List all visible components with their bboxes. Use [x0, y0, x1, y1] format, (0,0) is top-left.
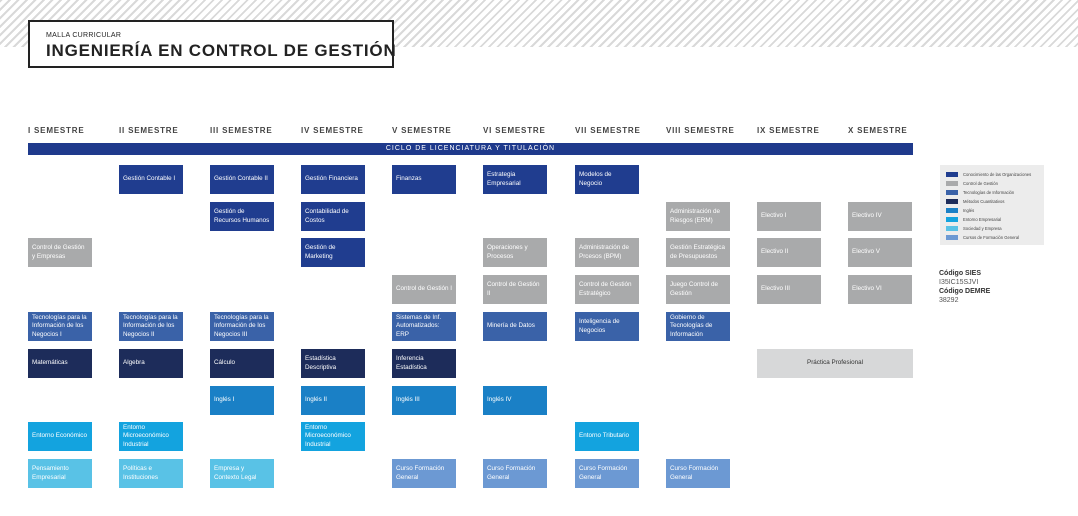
- legend-swatch: [946, 190, 958, 195]
- course-entorno-tributario: Entorno Tributario: [575, 422, 639, 451]
- course-ingles-4: Inglés IV: [483, 386, 547, 415]
- program-codes: [939, 269, 990, 305]
- semester-header-4: IV SEMESTRE: [301, 126, 364, 135]
- semester-header-1: I SEMESTRE: [28, 126, 85, 135]
- course-control-gestion-empresas: Control de Gestión y Empresas: [28, 238, 92, 267]
- course-mineria-datos: Minería de Datos: [483, 312, 547, 341]
- course-entorno-microeconomico-s4: Entorno Microeconómico Industrial: [301, 422, 365, 451]
- course-estadistica-descriptiva: Estadística Descriptiva: [301, 349, 365, 378]
- legend-label: Tecnologías de Información: [963, 190, 1015, 195]
- curriculum-subtitle: MALLA CURRICULAR: [46, 32, 122, 39]
- legend-item: [946, 207, 974, 214]
- title-box: [28, 20, 397, 68]
- course-formacion-general-s5: Curso Formación General: [392, 459, 456, 488]
- program-title: INGENIERÍA EN CONTROL DE GESTIÓN: [46, 41, 397, 60]
- course-gestion-financiera: Gestión Financiera: [301, 165, 365, 194]
- course-ingles-2: Inglés II: [301, 386, 365, 415]
- course-ingles-3: Inglés III: [392, 386, 456, 415]
- course-modelos-negocio: Modelos de Negocio: [575, 165, 639, 194]
- sies-code-label: Código SIES: [939, 270, 981, 277]
- semester-header-8: VIII SEMESTRE: [666, 126, 735, 135]
- course-algebra: Algebra: [119, 349, 183, 378]
- course-formacion-general-s7: Curso Formación General: [575, 459, 639, 488]
- legend-label: Métodos Cuantitativos: [963, 199, 1005, 204]
- legend-label: Entorno Empresarial: [963, 217, 1002, 222]
- legend-item: [946, 189, 1014, 196]
- course-electivo-5: Electivo V: [848, 238, 912, 267]
- course-gestion-estrategica-presupuestos: Gestión Estratégica de Presupuestos: [666, 238, 730, 267]
- course-electivo-3: Electivo III: [757, 275, 821, 304]
- course-gestion-marketing: Gestión de Marketing: [301, 238, 365, 267]
- legend-item: [946, 180, 998, 187]
- course-finanzas: Finanzas: [392, 165, 456, 194]
- course-inferencia-estadistica: Inferencia Estadística: [392, 349, 456, 378]
- course-entorno-microeconomico-s2: Entorno Microeconómico Industrial: [119, 422, 183, 451]
- legend-item: [946, 225, 1002, 232]
- course-empresa-contexto-legal: Empresa y Contexto Legal: [210, 459, 274, 488]
- course-estrategia-empresarial: Estrategia Empresarial: [483, 165, 547, 194]
- demre-code-label: Código DEMRE: [939, 288, 991, 295]
- legend-label: Conocimiento de las Organizaciones: [963, 172, 1032, 177]
- course-gestion-rrhh: Gestión de Recursos Humanos: [210, 202, 274, 231]
- legend-swatch: [946, 217, 958, 222]
- course-tic-1: Tecnologías para la Información de los Negocios I: [28, 312, 92, 341]
- course-admin-riesgos: Administración de Riesgos (ERM): [666, 202, 730, 231]
- semester-header-5: V SEMESTRE: [392, 126, 452, 135]
- course-practica-profesional: Práctica Profesional: [757, 349, 913, 378]
- course-gestion-contable-2: Gestión Contable II: [210, 165, 274, 194]
- course-politicas-instituciones: Políticas e Instituciones: [119, 459, 183, 488]
- course-sistemas-erp: Sistemas de Inf. Automatizados: ERP: [392, 312, 456, 341]
- legend-swatch: [946, 208, 958, 213]
- semester-header-7: VII SEMESTRE: [575, 126, 641, 135]
- legend-swatch: [946, 172, 958, 177]
- sies-code-value: I35IC15SJVI: [939, 279, 979, 286]
- course-electivo-2: Electivo II: [757, 238, 821, 267]
- legend: [940, 165, 1044, 245]
- legend-swatch: [946, 226, 958, 231]
- course-gobierno-ti: Gobierno de Tecnologías de Información: [666, 312, 730, 341]
- legend-item: [946, 234, 1019, 241]
- course-matematicas: Matemáticas: [28, 349, 92, 378]
- legend-label: Sociedad y Empresa: [963, 226, 1002, 231]
- course-inteligencia-negocios: Inteligencia de Negocios: [575, 312, 639, 341]
- course-juego-control-gestion: Juego Control de Gestión: [666, 275, 730, 304]
- course-gestion-contable-1: Gestión Contable I: [119, 165, 183, 194]
- legend-swatch: [946, 235, 958, 240]
- legend-label: Control de Gestión: [963, 181, 998, 186]
- legend-label: Cursos de Formación General: [963, 235, 1020, 240]
- course-electivo-6: Electivo VI: [848, 275, 912, 304]
- cycle-banner: CICLO DE LICENCIATURA Y TITULACIÓN: [28, 143, 913, 155]
- course-operaciones-procesos: Operaciones y Procesos: [483, 238, 547, 267]
- course-admin-procesos: Administración de Prcesos (BPM): [575, 238, 639, 267]
- semester-header-6: VI SEMESTRE: [483, 126, 546, 135]
- course-calculo: Cálculo: [210, 349, 274, 378]
- course-entorno-economico: Entorno Económico: [28, 422, 92, 451]
- semester-header-9: IX SEMESTRE: [757, 126, 820, 135]
- legend-item: [946, 216, 1001, 223]
- course-control-gestion-2: Control de Gestión II: [483, 275, 547, 304]
- semester-header-10: X SEMESTRE: [848, 126, 908, 135]
- semester-header-3: III SEMESTRE: [210, 126, 273, 135]
- course-tic-2: Tecnologías para la Información de los Negocios II: [119, 312, 183, 341]
- course-control-gestion-1: Control de Gestión I: [392, 275, 456, 304]
- course-formacion-general-s8: Curso Formación General: [666, 459, 730, 488]
- legend-item: [946, 171, 1031, 178]
- semester-header-2: II SEMESTRE: [119, 126, 179, 135]
- legend-swatch: [946, 181, 958, 186]
- course-electivo-4: Electivo IV: [848, 202, 912, 231]
- course-contabilidad-costos: Contabilidad de Costos: [301, 202, 365, 231]
- legend-item: [946, 198, 1004, 205]
- course-electivo-1: Electivo I: [757, 202, 821, 231]
- demre-code-value: 38292: [939, 297, 959, 304]
- course-formacion-general-s6: Curso Formación General: [483, 459, 547, 488]
- course-tic-3: Tecnologías para la Información de los Negocios III: [210, 312, 274, 341]
- course-ingles-1: Inglés I: [210, 386, 274, 415]
- course-control-gestion-estrategico: Control de Gestión Estratégico: [575, 275, 639, 304]
- legend-label: Inglés: [963, 208, 975, 213]
- legend-swatch: [946, 199, 958, 204]
- course-pensamiento-empresarial: Pensamiento Empresarial: [28, 459, 92, 488]
